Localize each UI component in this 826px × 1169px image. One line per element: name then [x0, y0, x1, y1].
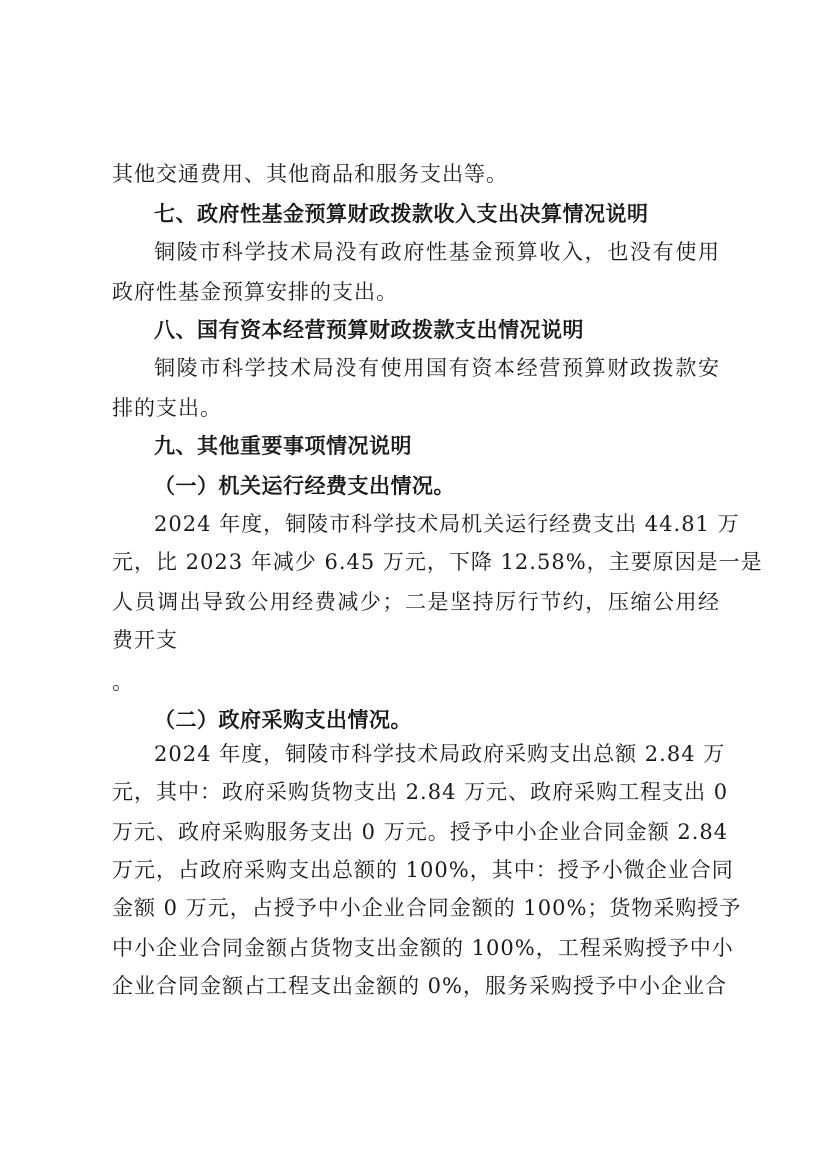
- body-text-line: 铜陵市科学技术局没有使用国有资本经营预算财政拨款安: [154, 356, 720, 380]
- body-text-line: 铜陵市科学技术局没有政府性基金预算收入，也没有使用: [154, 240, 720, 264]
- body-text-line: 人员调出导致公用经费减少；二是坚持厉行节约，压缩公用经: [112, 590, 720, 614]
- body-text-line: 元，比 2023 年减少 6.45 万元，下降 12.58%，主要原因是一是: [112, 550, 763, 574]
- section-heading: 七、政府性基金预算财政拨款收入支出决算情况说明: [154, 202, 649, 226]
- body-text-line: 万元，占政府采购支出总额的 100%，其中：授予小微企业合同: [112, 858, 734, 882]
- body-text-line: 金额 0 万元，占授予中小企业合同金额的 100%；货物采购授予: [112, 896, 742, 920]
- body-text-line: 政府性基金预算安排的支出。: [112, 280, 398, 304]
- body-text-line: 费开支: [112, 628, 178, 652]
- body-text-line: 2024 年度，铜陵市科学技术局机关运行经费支出 44.81 万: [154, 512, 740, 536]
- subsection-heading: （二）政府采购支出情况。: [154, 708, 412, 732]
- body-text-line: 其他交通费用、其他商品和服务支出等。: [112, 162, 508, 186]
- body-text-line: 元，其中：政府采购货物支出 2.84 万元、政府采购工程支出 0: [112, 780, 729, 804]
- body-text-line: 排的支出。: [112, 396, 222, 420]
- section-heading: 九、其他重要事项情况说明: [154, 434, 412, 458]
- body-text-line: 2024 年度，铜陵市科学技术局政府采购支出总额 2.84 万: [154, 742, 726, 766]
- body-text-line: 。: [112, 670, 134, 694]
- section-heading: 八、国有资本经营预算财政拨款支出情况说明: [154, 318, 584, 342]
- body-text-line: 企业合同金额占工程支出金额的 0%，服务采购授予中小企业合: [112, 974, 727, 998]
- body-text-line: 万元、政府采购服务支出 0 万元。授予中小企业合同金额 2.84: [112, 820, 729, 844]
- body-text-line: 中小企业合同金额占货物支出金额的 100%，工程采购授予中小: [112, 936, 734, 960]
- subsection-heading: （一）机关运行经费支出情况。: [154, 474, 455, 498]
